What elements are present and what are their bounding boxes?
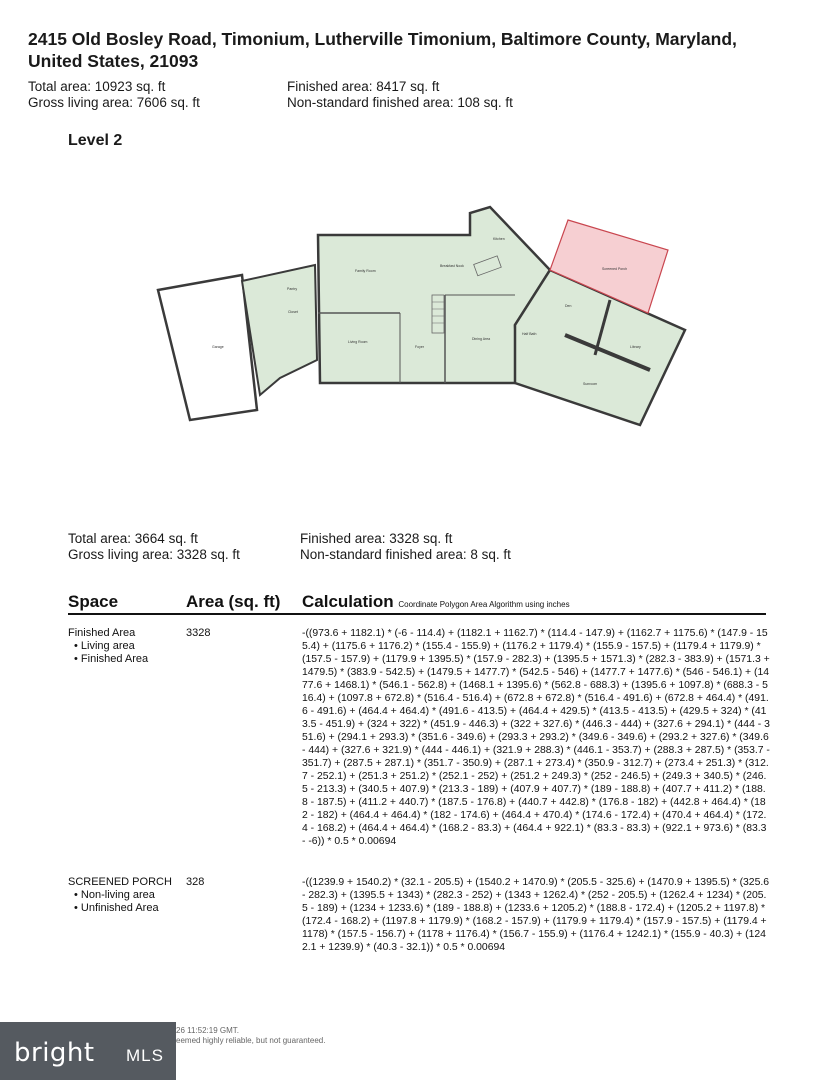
row-calculation: -((973.6 + 1182.1) * (-6 - 114.4) + (1182.1 + 1162.7) * (114.4 - 147.9) + (1162.7 + 1175.6) * (147.9 - 155.4) + (1175.6 + 1176.2) * (155.4 - 155.9) + (1176.2 + 1179.4) * (155.9 - 157.5) + (1179.4 + 1179.9) * (157.5 - 157.9) + (1179.9 + 1395.5) * (157.9 - 282.3) + (1395.5 + 1571.3) * (282.3 - 383.9) + (1571.3 + 1479.5) * (383.9 - 542.5) + (1479.5 + 1477.7) * (542.5 - 546) + (1477.7 + 1477.6) * (546 - 546.1) + (1477.6 + 1468.1) * (546.1 - 562.8) + (1468.1 + 1395.6) * (562.8 - 688.3) + (1395.6 + 1097.8) * (688.3 - 516.4) + (1097.8 + 672.8) * (516.4 - 516.4) + (672.8 + 672.8) * (516.4 - 491.6) + (672.8 + 464.4) * (491.6 - 491.6) + (464.4 + 464.4) * (491.6 - 413.5) + (464.4 + 429.5) * (413.5 - 413.5) + (429.5 + 324) * (413.5 - 451.9) + (324 + 322) * (451.9 - 446.3) + (322 + 327.6) * (446.3 - 444) + (327.6 + 294.1) * (444 - 351.6) + (294.1 + 293.3) * (351.6 - 349.6) + (293.3 + 293.2) * (349.6 - 349.6) + (293.2 + 327.6) * (349.6 - 444) + (327.6 + 321.9) * (444 - 446.1) + (321.9 + 288.3) * (446.1 - 353.7) + (288.3 + 287.5) * (353.7 - 351.7) + (287.5 + 287.1) * (351.7 - 350.9) + (287.1 + 273.4) * (350.9 - 312.7) + (273.4 + 251.3) * (312.7 - 252.1) + (251.3 + 251.2) * (252.1 - 252) + (251.2 + 249.3) * (252 - 246.5) + (249.3 + 340.5) * (246.5 - 213.3) + (340.5 + 407.9) * (213.3 - 189) + (407.9 + 407.7) * (189 - 188.8) + (407.7 + 411.2) * (188.8 - 187.5) + (411.2 + 440.7) * (187.5 - 176.8) + (440.7 + 442.8) * (176.8 - 182) + (442.8 + 464.4) * (182 - 182) + (464.4 + 464.4) * (182 - 174.6) + (464.4 + 470.4) * (174.6 - 172.4) + (470.4 + 464.4) * (172.4 - 168.2) + (464.4 + 464.4) * (168.2 - 83.3) + (464.4 + 922.1) * (83.3 - 83.3) + (922.1 + 973.6) * (83.3 - -6)) * 0.5 * 0.00694 (302, 628, 770, 847)
row-space-type: • Non-living area (74, 889, 155, 901)
garage-area (158, 275, 257, 420)
total-area-summary: Total area: 10923 sq. ft (28, 79, 166, 94)
table-row-screened-porch (68, 876, 172, 915)
row-area-value: 3328 (186, 627, 211, 639)
room-label-pantry: Pantry (287, 287, 298, 291)
row-space-type: • Living area (74, 640, 135, 652)
row-space-category: • Unfinished Area (74, 902, 159, 914)
room-label-foyer: Foyer (415, 345, 424, 349)
table-header-rule (68, 613, 766, 615)
level-non-standard-area: Non-standard finished area: 8 sq. ft (300, 547, 511, 562)
level-title: Level 2 (68, 132, 123, 149)
level-total-area: Total area: 3664 sq. ft (68, 531, 198, 546)
room-label-sunroom: Sunroom (583, 382, 598, 386)
room-label-breakfast-nook: Breakfast Nook (440, 264, 464, 268)
brand-logo: bright (14, 1038, 95, 1068)
room-label-dining-area: Dining Area (472, 337, 491, 341)
finished-area-summary: Finished area: 8417 sq. ft (287, 79, 440, 94)
room-label-half-bath: Half Bath (522, 332, 537, 336)
brand-logo-suffix: MLS (126, 1046, 164, 1065)
room-label-living-room: Living Room (348, 340, 368, 344)
column-header-calculation (302, 592, 570, 612)
row-space-name: SCREENED PORCH (68, 876, 172, 888)
gross-living-area-summary: Gross living area: 7606 sq. ft (28, 95, 200, 110)
room-label-closet: Closet (288, 310, 298, 314)
footer-timestamp: 26 11:52:19 GMT. (176, 1026, 239, 1035)
footer-disclaimer: eemed highly reliable, but not guaranteed. (176, 1036, 326, 1045)
room-label-family-room: Family Room (355, 269, 376, 273)
non-standard-area-summary: Non-standard finished area: 108 sq. ft (287, 95, 513, 110)
column-header-space: Space (68, 592, 119, 611)
room-label-library: Library (630, 345, 641, 349)
column-header-area: Area (sq. ft) (186, 592, 281, 611)
column-header-calculation-method: Coordinate Polygon Area Algorithm using inches (398, 600, 570, 609)
room-label-screened-porch: Screened Porch (602, 267, 628, 271)
row-space-category: • Finished Area (74, 653, 149, 665)
row-calculation: -((1239.9 + 1540.2) * (32.1 - 205.5) + (1540.2 + 1470.9) * (205.5 - 325.6) + (1470.9 + 1395.5) * (325.6 - 282.3) + (1395.5 + 1343) * (282.3 - 252) + (1343 + 1262.4) * (252 - 205.5) + (1262.4 + 1234) * (205.5 - 189) + (1234 + 1233.6) * (189 - 188.8) + (1233.6 + 1205.2) * (188.8 - 172.4) + (1205.2 + 1197.8) * (172.4 - 168.2) + (1197.8 + 1179.9) * (168.2 - 157.9) + (1179.9 + 1179.4) * (157.9 - 157.5) + (1179.4 + 1178) * (157.5 - 156.7) + (1178 + 1176.4) * (156.7 - 155.9) + (1176.4 + 1242.1) * (155.9 - 40.3) + (1242.1 + 1239.9) * (40.3 - 32.1)) * 0.5 * 0.00694 (302, 877, 770, 953)
right-wing-area (515, 270, 685, 425)
level-finished-area: Finished area: 3328 sq. ft (300, 531, 453, 546)
room-label-kitchen: Kitchen (493, 237, 505, 241)
row-space-name: Finished Area (68, 627, 136, 639)
floor-plan (120, 195, 720, 450)
room-label-garage: Garage (212, 345, 224, 349)
row-area-value: 328 (186, 876, 205, 888)
room-label-den: Den (565, 304, 572, 308)
column-header-calculation-label: Calculation (302, 592, 394, 611)
property-address-title: 2415 Old Bosley Road, Timonium, Lutherville Timonium, Baltimore County, Maryland, United States, 21093 (28, 29, 737, 71)
table-row-finished-area (68, 627, 148, 666)
level-gross-living-area: Gross living area: 3328 sq. ft (68, 547, 240, 562)
